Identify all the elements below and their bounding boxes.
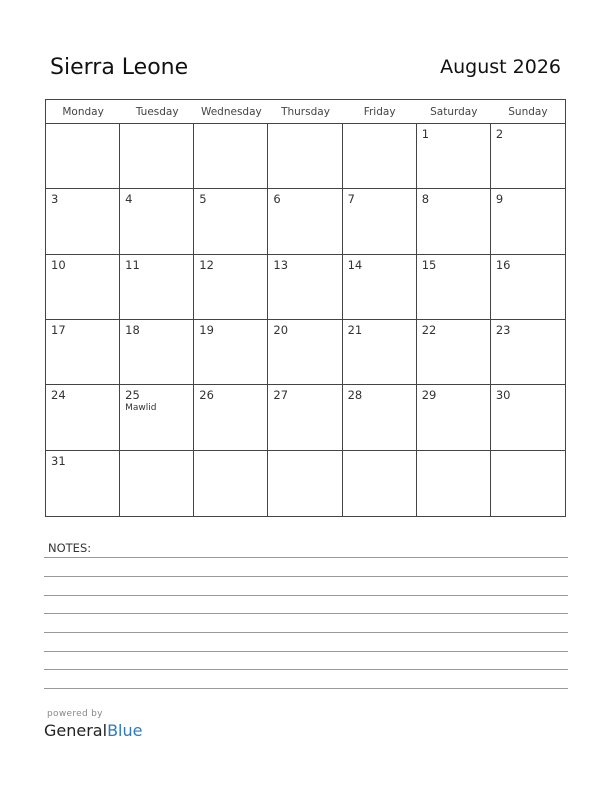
day-cell: [491, 385, 565, 450]
day-number: 28: [347, 388, 363, 403]
day-number: 7: [347, 192, 355, 207]
day-cell: [120, 189, 194, 254]
day-number: 4: [125, 192, 133, 207]
day-cell: [491, 320, 565, 385]
day-cell: [343, 385, 417, 450]
day-number: 2: [495, 127, 504, 141]
day-cell: [194, 385, 268, 450]
day-cell: [268, 385, 342, 450]
day-cell: [194, 255, 268, 320]
day-number: 20: [273, 323, 289, 337]
day-number: 9: [495, 192, 504, 207]
day-number: 18: [125, 323, 140, 337]
day-cell: [417, 189, 491, 254]
day-number: 25: [125, 388, 140, 403]
calendar-grid: [45, 99, 566, 517]
day-cell: [120, 451, 194, 516]
day-cell: [46, 320, 120, 385]
day-cell: [194, 320, 268, 385]
day-cell: [268, 255, 342, 320]
day-cell: [417, 124, 491, 189]
day-cell: [491, 451, 565, 516]
note-line: [44, 557, 568, 558]
day-number: 29: [421, 388, 437, 403]
day-cell: [194, 124, 268, 189]
day-number: 22: [421, 323, 437, 337]
day-cell: [46, 255, 120, 320]
day-cell: [491, 189, 565, 254]
day-cell: [268, 320, 342, 385]
day-cell: [46, 451, 120, 516]
day-cell: [46, 385, 120, 450]
holiday-label: Mawlid: [125, 403, 157, 414]
day-cell: [194, 451, 268, 516]
country-title: Sierra Leone: [50, 55, 189, 80]
notes-label: NOTES:: [48, 541, 92, 555]
day-cell: [343, 451, 417, 516]
day-cell: [120, 385, 194, 450]
day-cell: [343, 255, 417, 320]
day-number: 1: [421, 127, 430, 141]
day-number: 23: [495, 323, 511, 337]
day-cell: [46, 189, 120, 254]
weekday-header: Wednesday: [194, 100, 268, 124]
day-number: 31: [51, 453, 66, 468]
generalblue-logo: [44, 721, 142, 740]
day-number: 24: [51, 388, 66, 403]
day-cell: [46, 124, 120, 189]
day-number: 6: [273, 192, 281, 207]
day-cell: [120, 255, 194, 320]
day-cell: [491, 255, 565, 320]
weekday-header: Tuesday: [120, 100, 194, 124]
day-cell: [268, 189, 342, 254]
day-number: 16: [495, 257, 511, 272]
note-line: [44, 595, 568, 596]
day-number: 15: [421, 257, 437, 272]
month-title: August 2026: [440, 56, 561, 78]
logo-general: General: [44, 721, 108, 740]
weekday-header: Sunday: [491, 100, 565, 124]
day-cell: [343, 189, 417, 254]
day-cell: [417, 385, 491, 450]
day-cell: [417, 320, 491, 385]
day-cell: [491, 124, 565, 189]
day-cell: [120, 124, 194, 189]
day-number: 12: [199, 257, 214, 272]
day-cell: [343, 124, 417, 189]
day-number: 27: [273, 388, 289, 403]
day-cell: [268, 451, 342, 516]
day-number: 3: [51, 192, 59, 207]
note-line: [44, 632, 568, 633]
day-number: 8: [421, 192, 430, 207]
note-line: [44, 669, 568, 670]
day-cell: [268, 124, 342, 189]
day-cell: [120, 320, 194, 385]
day-number: 30: [495, 388, 511, 403]
day-number: 19: [199, 323, 214, 337]
note-line: [44, 651, 568, 652]
day-number: 11: [125, 257, 140, 272]
day-cell: [194, 189, 268, 254]
note-line: [44, 576, 568, 577]
day-cell: [417, 451, 491, 516]
day-number: 26: [199, 388, 214, 403]
logo-blue: Blue: [107, 721, 143, 740]
day-cell: [417, 255, 491, 320]
weekday-header: Saturday: [417, 100, 491, 124]
day-number: 21: [347, 323, 363, 337]
powered-by-text: powered by: [47, 709, 103, 719]
day-number: 13: [273, 257, 289, 272]
weekday-header: Thursday: [268, 100, 342, 124]
note-line: [44, 613, 568, 614]
day-cell: [343, 320, 417, 385]
weekday-header: Friday: [343, 100, 417, 124]
day-number: 14: [347, 257, 363, 272]
day-number: 17: [51, 323, 66, 337]
day-number: 5: [199, 192, 207, 207]
day-number: 10: [51, 257, 66, 272]
note-line: [44, 688, 568, 689]
weekday-header: Monday: [46, 100, 120, 124]
